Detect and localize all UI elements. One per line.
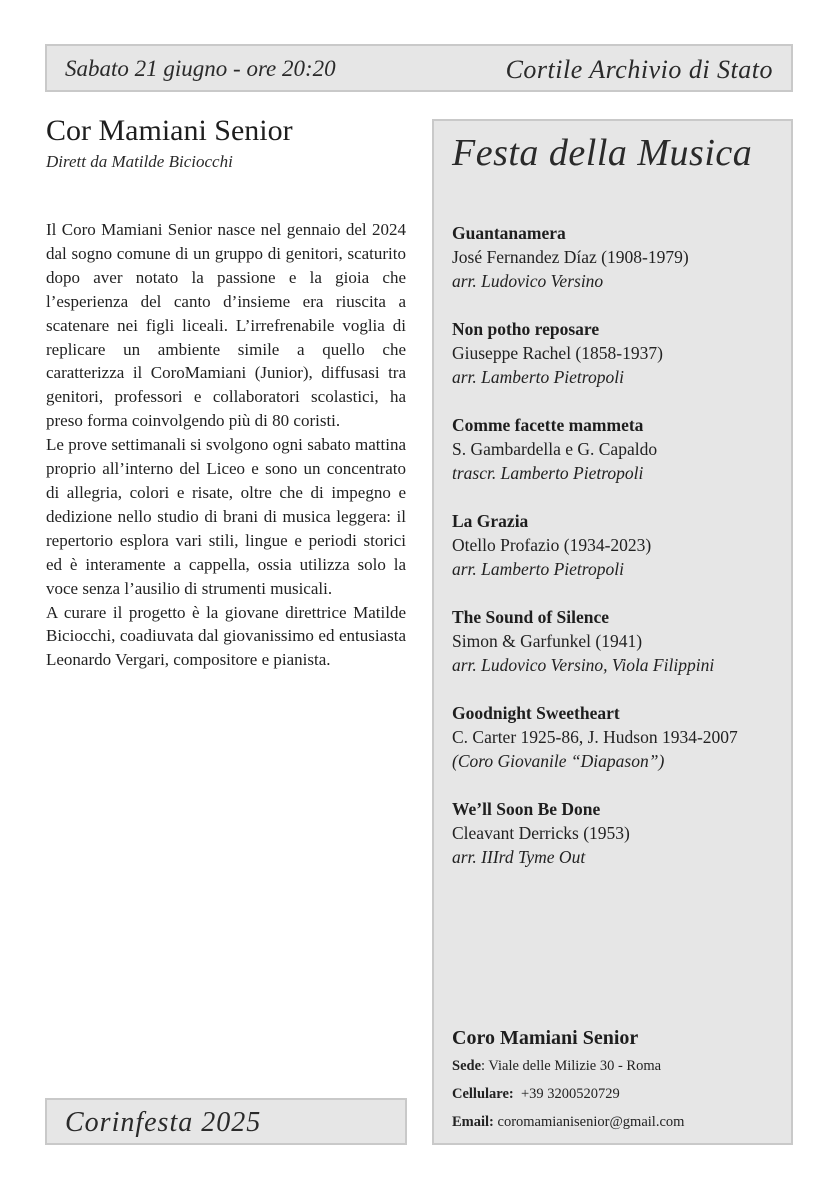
description-paragraph: Il Coro Mamiani Senior nasce nel gennaio del 2024 dal sogno comune di un gruppo di genitori, scaturito dopo aver notato la passione e la gioia che l’esperienza del canto d’insieme era riuscita a scatenare nei figli liceali. L’irrefrenabile voglia di replicare un ambiente simile a quello che caratterizza il CoroMamiani (Junior), diffusasi tra genitori, professori e collaboratori scolastici, ha preso forma coinvolgendo più di 80 coristi. [46, 220, 406, 431]
footer-banner [45, 1098, 407, 1145]
piece-title: Goodnight Sweetheart [452, 703, 620, 723]
piece-arrangement: trascr. Lamberto Pietropoli [452, 463, 644, 483]
piece-title: We’ll Soon Be Done [452, 799, 601, 819]
program-title: Festa della Musica [452, 132, 753, 174]
piece-composer: Otello Profazio (1934-2023) [452, 535, 652, 555]
event-date-time: Sabato 21 giugno - ore 20:20 [65, 56, 336, 81]
program-piece [452, 605, 782, 701]
piece-title: Guantanamera [452, 223, 566, 243]
email-label: Email: [452, 1114, 494, 1130]
piece-composer: José Fernandez Díaz (1908-1979) [452, 247, 689, 267]
program-piece [452, 797, 782, 893]
program-piece [452, 413, 782, 509]
piece-arrangement: arr. Lamberto Pietropoli [452, 367, 624, 387]
program-piece [452, 701, 782, 797]
address-value: : Viale delle Milizie 30 - Roma [481, 1058, 662, 1074]
piece-arrangement: arr. Ludovico Versino [452, 271, 604, 291]
choir-director: Dirett da Matilde Biciocchi [46, 152, 233, 171]
choir-name: Cor Mamiani Senior [46, 114, 293, 147]
program-piece [452, 509, 782, 605]
piece-title: The Sound of Silence [452, 607, 610, 627]
contact-address [452, 1053, 782, 1079]
contact-phone [452, 1081, 782, 1107]
piece-arrangement: arr. Ludovico Versino, Viola Filippini [452, 655, 715, 675]
header-banner [45, 44, 793, 92]
contact-info [452, 1025, 782, 1135]
program-piece [452, 221, 782, 317]
email-value: coromamianisenior@gmail.com [497, 1114, 685, 1130]
piece-composer: Simon & Garfunkel (1941) [452, 631, 643, 651]
piece-composer: S. Gambardella e G. Capaldo [452, 439, 658, 459]
contact-email [452, 1109, 782, 1135]
piece-composer: Giuseppe Rachel (1858-1937) [452, 343, 663, 363]
phone-label: Cellulare: [452, 1086, 514, 1102]
description-paragraph: Le prove settimanali si svolgono ogni sabato mattina proprio all’interno del Liceo e sono un concentrato di allegria, colori e risate, oltre che di impegno e dedizione nello studio di brani di musica leggera: il repertorio esplora vari stili, lingue e periodi storici ed è interamente a cappella, ossia utilizza solo la voce senza l’ausilio di strumenti musicali. [46, 435, 406, 598]
choir-description [46, 218, 406, 672]
event-venue: Cortile Archivio di Stato [505, 55, 773, 84]
program-piece [452, 317, 782, 413]
piece-title: Comme facette mammeta [452, 415, 644, 435]
event-name: Corinfesta 2025 [65, 1107, 262, 1138]
program-list [452, 221, 782, 893]
piece-title: Non potho reposare [452, 319, 600, 339]
piece-title: La Grazia [452, 511, 529, 531]
piece-arrangement: arr. Lamberto Pietropoli [452, 559, 624, 579]
phone-value: +39 3200520729 [521, 1086, 620, 1102]
piece-composer: Cleavant Derricks (1953) [452, 823, 630, 843]
program-panel [432, 119, 793, 1145]
contact-title: Coro Mamiani Senior [452, 1027, 639, 1049]
piece-arrangement: (Coro Giovanile “Diapason”) [452, 751, 665, 771]
piece-arrangement: arr. IIIrd Tyme Out [452, 847, 586, 867]
description-paragraph: A curare il progetto è la giovane direttrice Matilde Biciocchi, coadiuvata dal giovanissimo ed entusiasta Leonardo Vergari, compositore e pianista. [46, 602, 406, 670]
address-label: Sede [452, 1058, 481, 1074]
piece-composer: C. Carter 1925-86, J. Hudson 1934-2007 [452, 727, 738, 747]
